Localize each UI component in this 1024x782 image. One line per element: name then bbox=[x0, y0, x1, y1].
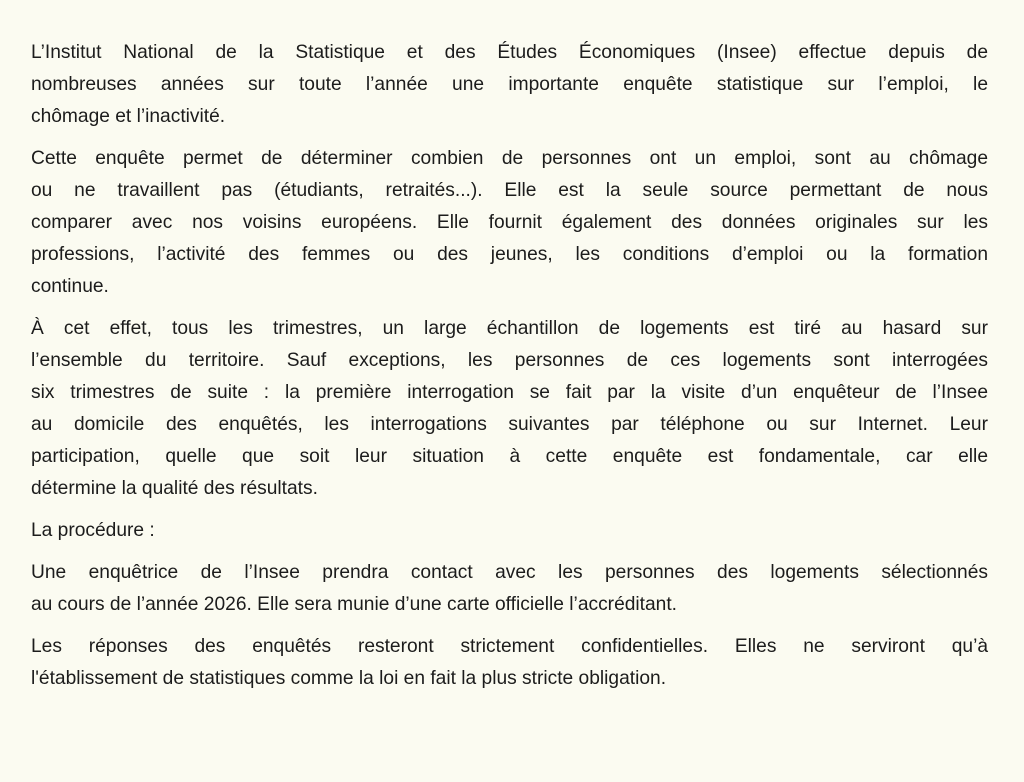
text-line: À cet effet, tous les trimestres, un large échantillon de logements est tiré au hasard sur bbox=[31, 318, 988, 339]
text-line: comparer avec nos voisins européens. Elle fournit également des données originales sur les bbox=[31, 212, 988, 233]
text-line: six trimestres de suite : la première interrogation se fait par la visite d’un enquêteur de l’Insee bbox=[31, 382, 988, 403]
text-line: l'établissement de statistiques comme la loi en fait la plus stricte obligation. bbox=[31, 668, 667, 689]
paragraph bbox=[31, 631, 988, 695]
text-line: Cette enquête permet de déterminer combien de personnes ont un emploi, sont au chômage bbox=[31, 148, 988, 169]
text-line: participation, quelle que soit leur situation à cette enquête est fondamentale, car elle bbox=[31, 446, 988, 467]
paragraph bbox=[31, 143, 988, 303]
paragraph bbox=[31, 557, 988, 621]
text-line: professions, l’activité des femmes ou des jeunes, les conditions d’emploi ou la formation bbox=[31, 244, 988, 265]
text-line: chômage et l’inactivité. bbox=[31, 106, 226, 127]
text-line: Une enquêtrice de l’Insee prendra contact avec les personnes des logements sélectionnés bbox=[31, 562, 988, 583]
text-line: Les réponses des enquêtés resteront strictement confidentielles. Elles ne serviront qu’à bbox=[31, 636, 988, 657]
paragraph bbox=[31, 313, 988, 505]
text-line: L’Institut National de la Statistique et des Études Économiques (Insee) effectue depuis de bbox=[31, 42, 988, 63]
text-line: au cours de l’année 2026. Elle sera munie d’une carte officielle l’accréditant. bbox=[31, 594, 678, 615]
paragraph bbox=[31, 515, 988, 547]
text-line: La procédure : bbox=[31, 520, 155, 541]
text-line: ou ne travaillent pas (étudiants, retraités...). Elle est la seule source permettant de nous bbox=[31, 180, 988, 201]
text-line: continue. bbox=[31, 276, 109, 297]
text-line: nombreuses années sur toute l’année une importante enquête statistique sur l’emploi, le bbox=[31, 74, 988, 95]
text-line: au domicile des enquêtés, les interrogations suivantes par téléphone ou sur Internet. Leur bbox=[31, 414, 988, 435]
text-line: l’ensemble du territoire. Sauf exceptions, les personnes de ces logements sont interrogées bbox=[31, 350, 988, 371]
document-body bbox=[31, 37, 988, 705]
text-line: détermine la qualité des résultats. bbox=[31, 478, 318, 499]
paragraph bbox=[31, 37, 988, 133]
